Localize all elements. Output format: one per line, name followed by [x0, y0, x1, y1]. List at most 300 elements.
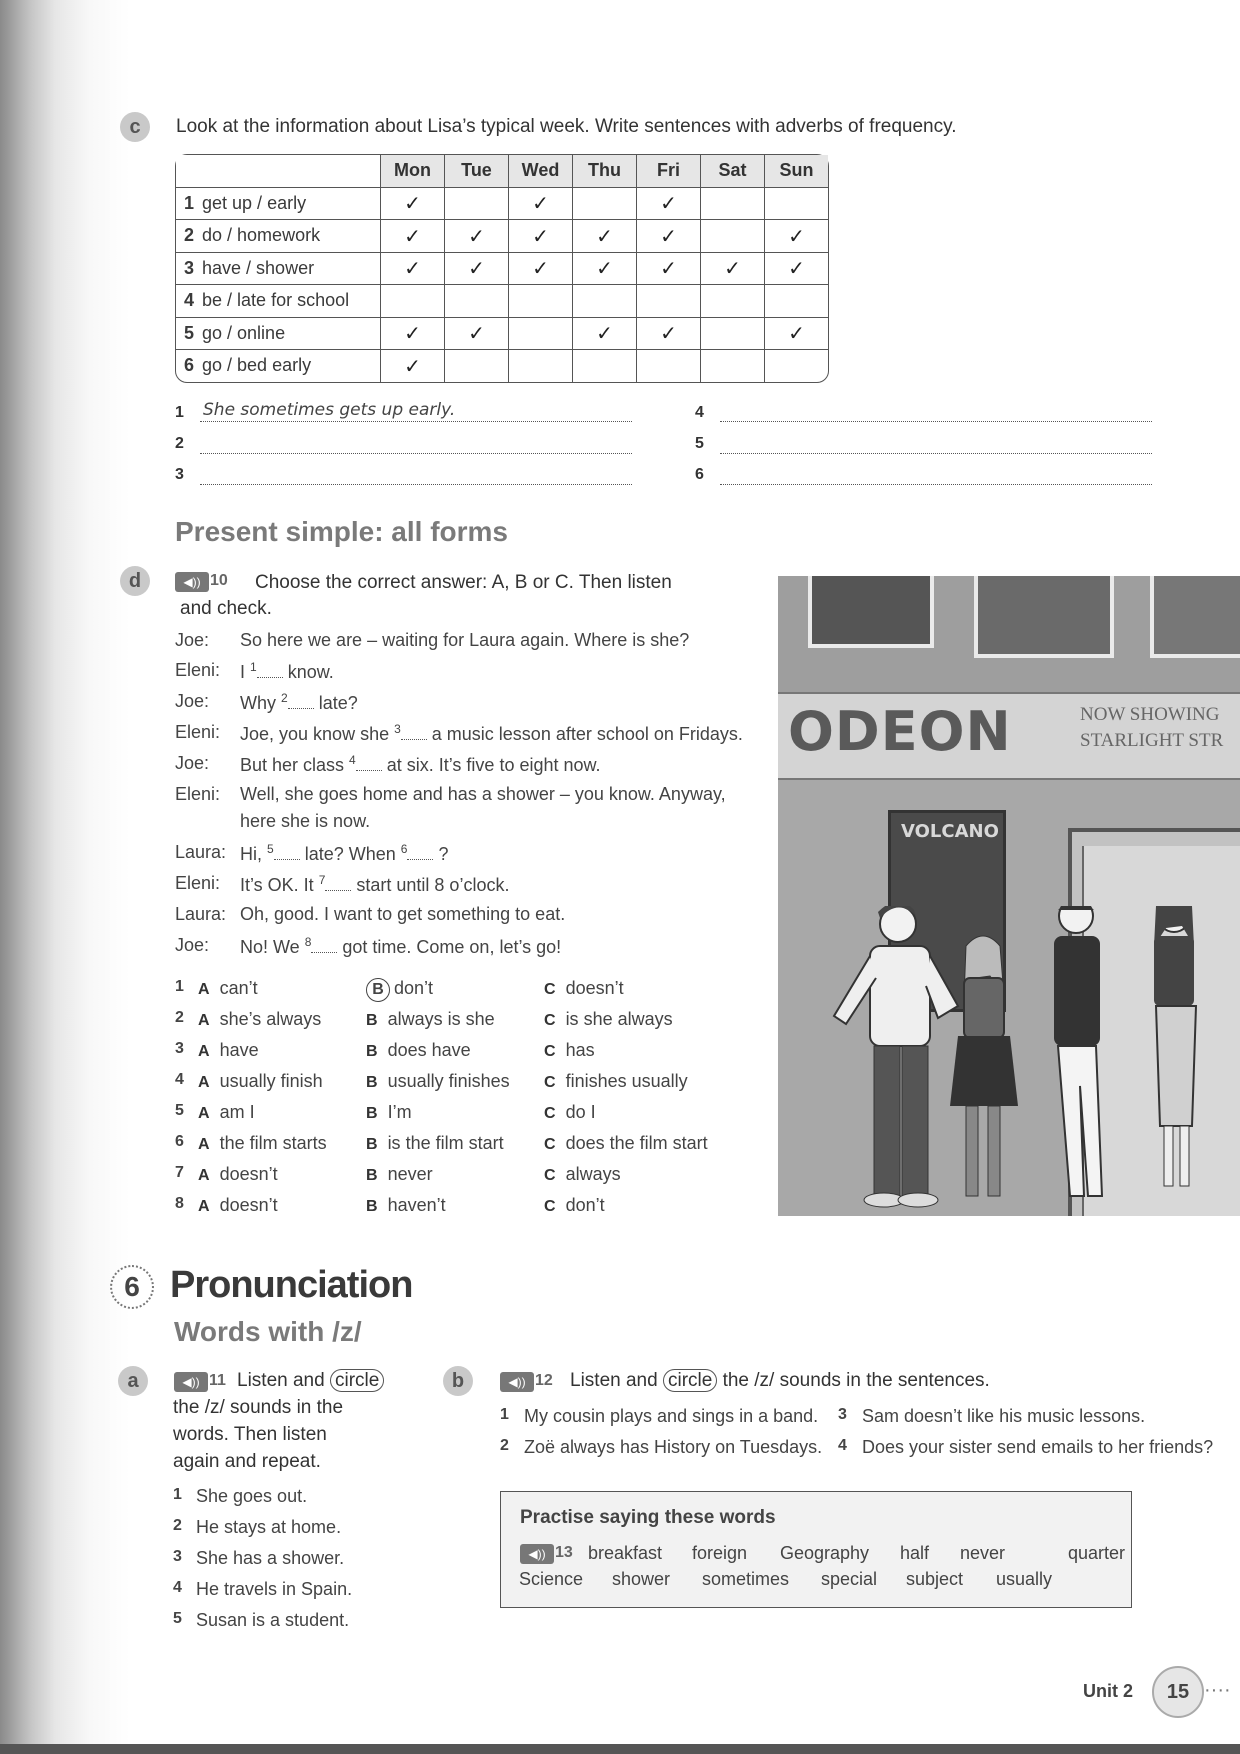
option-number: 4 — [175, 1071, 184, 1088]
day-cell — [509, 220, 573, 253]
option-letter: A — [198, 1074, 210, 1091]
row-number: 6 — [184, 355, 195, 376]
option-c[interactable] — [544, 1102, 596, 1123]
answer-gap[interactable] — [257, 663, 283, 678]
item-text: Sam doesn’t like his music lessons. — [862, 1406, 1146, 1426]
day-cell — [445, 350, 509, 382]
answer-gap[interactable] — [288, 694, 314, 709]
day-cell — [573, 220, 637, 253]
option-text: does have — [387, 1040, 471, 1060]
option-b[interactable] — [366, 1009, 495, 1030]
line-text: at six. It’s five to eight now. — [381, 755, 601, 775]
line-text: Oh, good. I want to get something to eat. — [240, 904, 566, 924]
exercise-d-letter: d — [120, 566, 150, 596]
option-letter: C — [544, 1136, 556, 1153]
audio-icon[interactable]: ◀)) — [175, 572, 209, 592]
item-number: 1 — [500, 1406, 509, 1423]
line-text: ? — [433, 844, 449, 864]
speaker-name: Laura: — [175, 904, 227, 924]
activity-label: have / shower — [202, 257, 315, 278]
exercise-a-instruction: the /z/ sounds in the — [173, 1397, 344, 1418]
day-cell — [637, 253, 701, 286]
dialogue-line — [240, 842, 448, 865]
option-c[interactable] — [544, 1195, 605, 1216]
option-a[interactable] — [198, 1102, 255, 1123]
audio-icon[interactable]: ◀)) — [174, 1372, 208, 1392]
activity-label: go / bed early — [202, 355, 312, 376]
dialogue-line — [240, 630, 689, 651]
exercise-c-instruction: Look at the information about Lisa’s typical week. Write sentences with adverbs of frequency. — [176, 116, 957, 137]
day-cell — [765, 318, 828, 351]
option-text: finishes usually — [565, 1071, 688, 1091]
day-header: Thu — [573, 155, 637, 188]
option-text: haven’t — [387, 1195, 446, 1215]
tick-mark: ✓ — [468, 256, 485, 281]
dialogue-line — [240, 873, 509, 896]
day-cell — [765, 350, 828, 382]
tick-mark: ✓ — [596, 321, 613, 346]
speaker-name: Eleni: — [175, 784, 221, 804]
page-number-dots: ···· — [1204, 1679, 1231, 1701]
option-text: does the film start — [565, 1133, 708, 1153]
line-text: know. — [282, 662, 334, 682]
option-letter: C — [544, 1105, 556, 1122]
answer-gap[interactable] — [311, 938, 337, 953]
answer-gap[interactable] — [325, 876, 351, 891]
exercise-a-instruction — [237, 1370, 384, 1392]
tick-mark: ✓ — [724, 256, 741, 281]
activity-cell — [176, 220, 381, 253]
tick-mark: ✓ — [404, 223, 421, 248]
day-cell — [445, 188, 509, 221]
option-letter: A — [198, 1198, 210, 1215]
audio-icon[interactable]: ◀)) — [500, 1372, 534, 1392]
day-cell — [765, 220, 828, 253]
item-text: She goes out. — [196, 1486, 308, 1506]
option-text: always — [565, 1164, 621, 1184]
option-b[interactable] — [366, 1040, 471, 1061]
line-text: late? When — [299, 844, 401, 864]
option-text: do I — [565, 1102, 596, 1122]
tick-mark: ✓ — [404, 256, 421, 281]
gap-number: 3 — [394, 722, 401, 736]
option-c[interactable] — [544, 1164, 621, 1185]
practise-word: breakfast — [588, 1543, 663, 1563]
item-text: She has a shower. — [196, 1548, 345, 1568]
speaker-name: Laura: — [175, 842, 227, 862]
gap-number: 2 — [281, 691, 288, 705]
tick-mark: ✓ — [660, 223, 677, 248]
option-c[interactable] — [544, 978, 624, 999]
activity-cell — [176, 285, 381, 318]
option-a[interactable] — [198, 1164, 278, 1185]
table-row — [176, 285, 828, 318]
option-c[interactable] — [544, 1040, 595, 1061]
activity-label: go / online — [202, 322, 286, 343]
answer-number: 3 — [175, 466, 184, 483]
day-header: Sun — [765, 155, 828, 188]
answer-line[interactable] — [200, 452, 632, 454]
dialogue-line — [240, 722, 743, 745]
track-number: 12 — [535, 1372, 553, 1389]
day-cell — [445, 220, 509, 253]
option-text: usually finish — [219, 1071, 323, 1091]
day-cell — [637, 220, 701, 253]
option-number: 7 — [175, 1164, 184, 1181]
activity-cell — [176, 318, 381, 351]
option-text: am I — [219, 1102, 255, 1122]
speaker-name: Joe: — [175, 630, 210, 650]
line-text: got time. Come on, let’s go! — [337, 937, 562, 957]
day-header: Sat — [701, 155, 765, 188]
option-text: can’t — [219, 978, 258, 998]
day-cell — [445, 253, 509, 286]
tick-mark: ✓ — [404, 191, 421, 216]
tick-mark: ✓ — [404, 353, 421, 378]
practise-word: never — [960, 1543, 1006, 1563]
circle-word: circle — [663, 1369, 717, 1392]
activity-cell — [176, 253, 381, 286]
line-text: No! We — [240, 937, 305, 957]
speaker-name: Eleni: — [175, 722, 221, 742]
item-number: 1 — [173, 1486, 182, 1503]
table-corner — [176, 155, 381, 188]
answer-line[interactable] — [720, 483, 1152, 485]
circled-answer: B — [366, 978, 390, 1002]
item-number: 4 — [173, 1579, 182, 1596]
option-letter: B — [366, 1136, 378, 1153]
option-a[interactable] — [198, 1195, 278, 1216]
tick-mark: ✓ — [468, 223, 485, 248]
line-text: Why — [240, 693, 282, 713]
option-letter: A — [198, 1105, 210, 1122]
track-number: 11 — [209, 1372, 226, 1389]
item-number: 2 — [500, 1437, 509, 1454]
answer-line[interactable] — [720, 420, 1152, 422]
practise-word: Science — [519, 1569, 584, 1589]
item-number: 3 — [838, 1406, 847, 1423]
answer-number: 2 — [175, 435, 184, 452]
exercise-a-letter: a — [118, 1366, 148, 1396]
tick-mark: ✓ — [660, 256, 677, 281]
item-number: 5 — [173, 1610, 182, 1627]
exercise-a-instruction: words. Then listen — [173, 1424, 327, 1445]
answer-number: 6 — [695, 466, 704, 483]
option-number: 3 — [175, 1040, 184, 1057]
now-showing-text — [1080, 702, 1223, 754]
speaker-name: Eleni: — [175, 873, 221, 893]
option-number: 8 — [175, 1195, 184, 1212]
table-row — [176, 188, 828, 221]
day-cell — [445, 318, 509, 351]
answer-gap[interactable] — [401, 725, 427, 740]
section-title-pronunciation: Pronunciation — [170, 1264, 413, 1306]
option-c[interactable] — [544, 1009, 673, 1030]
gap-number: 4 — [349, 753, 356, 767]
table-row — [176, 220, 828, 253]
day-cell — [509, 350, 573, 382]
answer-number: 4 — [695, 404, 704, 421]
item-text: Zoë always has History on Tuesdays. — [524, 1437, 823, 1457]
dialogue-line — [240, 660, 334, 683]
day-cell — [381, 318, 445, 351]
answer-gap[interactable] — [356, 756, 382, 771]
day-cell — [509, 318, 573, 351]
practise-word: sometimes — [702, 1569, 790, 1589]
now-showing-line: NOW SHOWING — [1080, 704, 1220, 725]
practise-word: usually — [996, 1569, 1053, 1589]
line-text: Well, she goes home and has a shower – you know. Anyway, — [240, 784, 726, 804]
item-text: He stays at home. — [196, 1517, 342, 1537]
answer-number: 1 — [175, 404, 184, 421]
table-row — [176, 318, 828, 351]
exercise-a-instruction: again and repeat. — [173, 1451, 321, 1472]
option-b[interactable] — [366, 978, 433, 1002]
speaker-name: Joe: — [175, 691, 210, 711]
option-text: don’t — [394, 978, 434, 998]
exercise-b-letter: b — [443, 1366, 473, 1396]
table-row — [176, 350, 828, 382]
answer-line[interactable] — [200, 483, 632, 485]
tick-mark: ✓ — [532, 191, 549, 216]
day-cell — [765, 188, 828, 221]
now-showing-line: STARLIGHT STR — [1080, 730, 1224, 751]
option-a[interactable] — [198, 1071, 323, 1092]
line-text: start until 8 o’clock. — [351, 875, 510, 895]
option-a[interactable] — [198, 1133, 327, 1154]
speaker-name: Eleni: — [175, 660, 221, 680]
day-cell — [381, 220, 445, 253]
day-cell — [637, 318, 701, 351]
option-text: doesn’t — [219, 1164, 278, 1184]
day-header: Fri — [637, 155, 701, 188]
option-text: has — [565, 1040, 595, 1060]
row-number: 4 — [184, 290, 195, 311]
option-text: usually finishes — [387, 1071, 510, 1091]
answer-line[interactable] — [720, 452, 1152, 454]
line-text: a music lesson after school on Fridays. — [426, 724, 743, 744]
option-b[interactable] — [366, 1102, 412, 1123]
option-text: doesn’t — [219, 1195, 278, 1215]
track-number: 13 — [555, 1544, 573, 1561]
item-number: 2 — [173, 1517, 182, 1534]
option-letter: B — [366, 1198, 378, 1215]
day-cell — [701, 350, 765, 382]
page-bottom-edge — [0, 1744, 1240, 1754]
option-a[interactable] — [198, 978, 258, 999]
practise-word: special — [821, 1569, 878, 1589]
gap-number: 6 — [400, 842, 408, 856]
option-number: 5 — [175, 1102, 184, 1119]
circle-word: circle — [330, 1369, 384, 1392]
day-cell — [445, 285, 509, 318]
tick-mark: ✓ — [660, 191, 677, 216]
table-body — [176, 188, 828, 382]
line-text: Joe, you know she — [240, 724, 395, 744]
practise-word: quarter — [1068, 1543, 1126, 1563]
day-header: Wed — [509, 155, 573, 188]
gap-number: 8 — [304, 935, 312, 949]
section-number: 6 — [110, 1265, 154, 1309]
row-number: 3 — [184, 257, 195, 278]
dialogue-line — [240, 753, 601, 776]
option-number: 6 — [175, 1133, 184, 1150]
option-b[interactable] — [366, 1164, 433, 1185]
option-text: is she always — [565, 1009, 673, 1029]
page-number: 15 — [1152, 1666, 1204, 1718]
item-text: My cousin plays and sings in a band. — [524, 1406, 819, 1426]
day-cell — [509, 253, 573, 286]
example-answer: She sometimes gets up early. — [203, 400, 456, 420]
day-cell — [509, 285, 573, 318]
dialogue-line — [240, 784, 726, 805]
day-cell — [765, 253, 828, 286]
speaker-name: Joe: — [175, 935, 210, 955]
practise-word: half — [900, 1543, 930, 1563]
row-number: 2 — [184, 225, 195, 246]
day-cell — [701, 188, 765, 221]
item-number: 4 — [838, 1437, 847, 1454]
option-b[interactable] — [366, 1133, 504, 1154]
answer-gap[interactable] — [274, 845, 300, 860]
dialogue-line — [240, 691, 358, 714]
gap-number: 7 — [318, 873, 326, 887]
line-text: Hi, — [240, 844, 267, 864]
option-letter: B — [366, 1167, 378, 1184]
audio-icon[interactable]: ◀)) — [520, 1544, 554, 1564]
day-cell — [701, 285, 765, 318]
option-letter: B — [366, 1074, 378, 1091]
odeon-sign: ODEON — [788, 700, 1012, 763]
option-text: don’t — [565, 1195, 605, 1215]
practise-word: shower — [612, 1569, 671, 1589]
option-letter: C — [544, 981, 556, 998]
day-cell — [381, 285, 445, 318]
exercise-b-instruction — [570, 1370, 990, 1392]
option-letter: A — [198, 1043, 210, 1060]
poster — [1150, 576, 1240, 658]
cinema-illustration — [778, 576, 1240, 1216]
activity-label: be / late for school — [202, 290, 350, 311]
option-letter: C — [544, 1074, 556, 1091]
day-cell — [573, 188, 637, 221]
poster — [808, 576, 934, 648]
option-letter: A — [198, 1012, 210, 1029]
dialogue-line — [240, 811, 370, 832]
option-a[interactable] — [198, 1040, 259, 1061]
option-b[interactable] — [366, 1195, 446, 1216]
option-letter: A — [198, 981, 210, 998]
poster — [974, 576, 1114, 658]
gap-number: 1 — [250, 660, 257, 674]
item-text: Does your sister send emails to her friends? — [862, 1437, 1214, 1457]
item-text: Susan is a student. — [196, 1610, 350, 1630]
day-cell — [381, 350, 445, 382]
option-text: I’m — [387, 1102, 412, 1122]
table-row — [176, 253, 828, 286]
practise-word: subject — [906, 1569, 964, 1589]
option-letter: B — [366, 1105, 378, 1122]
tick-mark: ✓ — [660, 321, 677, 346]
item-text: He travels in Spain. — [196, 1579, 353, 1599]
day-cell — [381, 253, 445, 286]
line-text: It’s OK. It — [240, 875, 319, 895]
instruction-text: Listen and — [237, 1370, 330, 1391]
option-c[interactable] — [544, 1133, 708, 1154]
item-number: 3 — [173, 1548, 182, 1565]
tick-mark: ✓ — [788, 256, 805, 281]
option-text: never — [387, 1164, 433, 1184]
day-cell — [573, 350, 637, 382]
tick-mark: ✓ — [596, 223, 613, 248]
activity-label: do / homework — [202, 225, 321, 246]
gap-number: 5 — [267, 842, 274, 856]
option-text: always is she — [387, 1009, 495, 1029]
option-text: is the film start — [387, 1133, 504, 1153]
row-number: 1 — [184, 192, 195, 213]
day-cell — [573, 318, 637, 351]
line-text: I — [240, 662, 251, 682]
dialogue-line — [240, 904, 565, 925]
instruction-text: Listen and — [570, 1370, 663, 1391]
option-text: have — [219, 1040, 259, 1060]
activity-cell — [176, 350, 381, 382]
instruction-text: the /z/ sounds in the sentences. — [717, 1370, 990, 1391]
option-text: doesn’t — [565, 978, 624, 998]
tick-mark: ✓ — [532, 256, 549, 281]
option-letter: C — [544, 1043, 556, 1060]
option-letter: A — [198, 1136, 210, 1153]
tick-mark: ✓ — [788, 223, 805, 248]
practise-box-title: Practise saying these words — [520, 1507, 776, 1528]
tick-mark: ✓ — [532, 223, 549, 248]
activity-cell — [176, 188, 381, 221]
option-a[interactable] — [198, 1009, 321, 1030]
table-header-row — [176, 155, 828, 188]
day-cell — [701, 220, 765, 253]
option-letter: C — [544, 1198, 556, 1215]
volcano-title: VOLCANO — [901, 821, 999, 842]
exercise-c-letter: c — [120, 112, 150, 142]
practise-word: Geography — [780, 1543, 870, 1563]
section-subtitle-words-z: Words with /z/ — [174, 1316, 362, 1347]
day-cell — [637, 350, 701, 382]
practise-word: foreign — [692, 1543, 748, 1563]
day-cell — [573, 253, 637, 286]
option-letter: A — [198, 1167, 210, 1184]
option-number: 2 — [175, 1009, 184, 1026]
tick-mark: ✓ — [404, 321, 421, 346]
day-cell — [637, 188, 701, 221]
option-c[interactable] — [544, 1071, 688, 1092]
line-text: here she is now. — [240, 811, 371, 831]
lisa-week-table — [175, 154, 829, 383]
day-cell — [573, 285, 637, 318]
row-number: 5 — [184, 322, 195, 343]
answer-gap[interactable] — [407, 845, 433, 860]
day-cell — [701, 253, 765, 286]
day-header: Tue — [445, 155, 509, 188]
dialogue-line — [240, 935, 561, 958]
option-letter: C — [544, 1012, 556, 1029]
day-header: Mon — [381, 155, 445, 188]
line-text: late? — [313, 693, 358, 713]
day-cell — [637, 285, 701, 318]
option-b[interactable] — [366, 1071, 510, 1092]
answer-line[interactable] — [200, 420, 632, 422]
line-text: So here we are – waiting for Laura again. Where is she? — [240, 630, 690, 650]
option-letter: C — [544, 1167, 556, 1184]
